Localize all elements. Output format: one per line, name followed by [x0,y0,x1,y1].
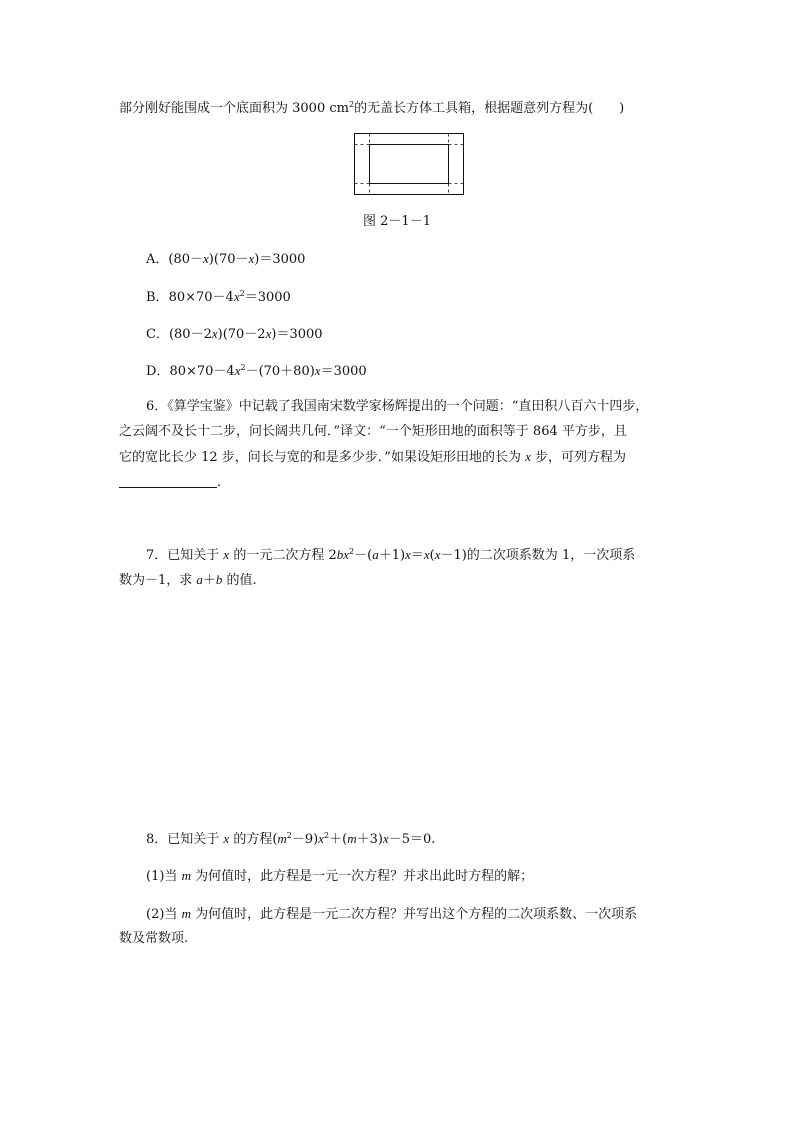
q6-line1: 6．《算学宝鉴》中记载了我国南宋数学家杨辉提出的一个问题：“直田积八百六十四步， [146,399,649,414]
toolbox-net-figure [354,133,464,195]
q6-line2: 之云阔不及长十二步，问长阔共几何．”译文：“一个矩形田地的面积等于 864 平方步，且 [119,424,627,439]
q7-line2: 数为－1，求 a＋b 的值. [119,572,257,588]
q6-line3: 它的宽比长少 12 步，问长与宽的和是多少步．”如果设矩形田地的长为 x 步，可列方程为 [119,449,627,465]
answer-blank[interactable] [119,473,217,488]
option-b: B．$80\times 70-4x^2=3000$ [146,289,291,305]
q8-line1: 8．已知关于 x 的方程$(m^2-9)x^2+(m+3)x-5=0$. [146,831,436,847]
q8-part2-line2: 数及常数项. [119,931,189,946]
option-d: D．$80\times 70-4x^2-(70+80)x=3000$ [146,363,367,379]
q8-part1: (1)当 m 为何值时，此方程是一元一次方程？并求出此时方程的解； [146,868,534,884]
figure-caption: 图 2－1－1 [363,214,431,229]
q7-line1: 7．已知关于 x 的一元二次方程 $2bx^2-(a+1)x=x(x-1)$的二次项系数为 1，一次项系 [146,547,636,563]
option-a: A．(80－x)(70－x)＝3000 [146,251,306,267]
q6-answer-line: . [119,473,221,492]
option-c: C．(80－2x)(70－2x)＝3000 [146,326,323,342]
q5-intro: 部分刚好能围成一个底面积为 3000 $cm^2$的无盖长方体工具箱，根据题意列方程为( ) [119,100,625,116]
q8-part2: (2)当 m 为何值时，此方程是一元二次方程？并写出这个方程的二次项系数、一次项系 [146,906,638,922]
